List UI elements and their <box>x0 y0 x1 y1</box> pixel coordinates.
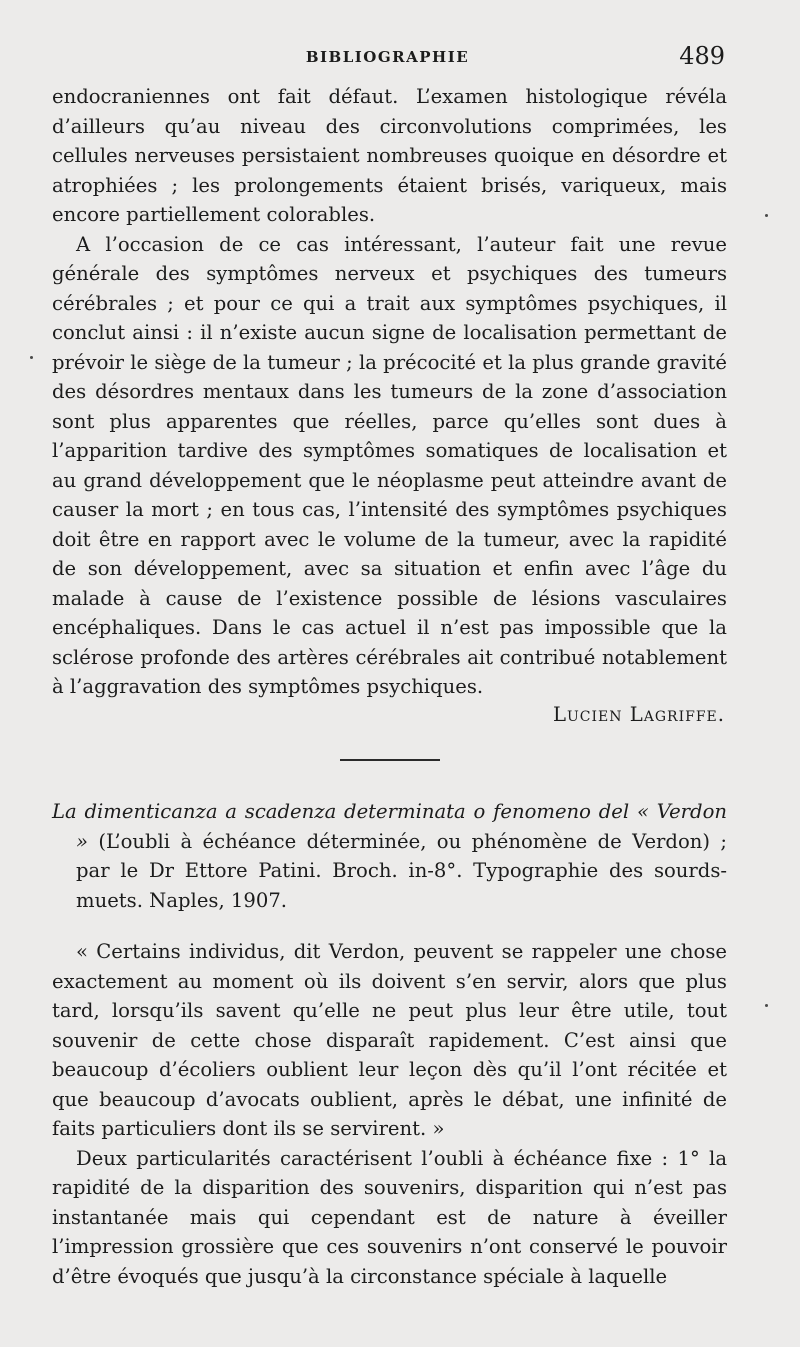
reference-details: (L’oubli à échéance déterminée, ou phénomène de Verdon) ; par le Dr Ettore Patini. Broch. in-8°. Typographie des sourds-muets. Naples, 1907. <box>76 829 727 912</box>
page-header <box>50 42 725 72</box>
speck-mark <box>765 1004 768 1007</box>
section-divider <box>340 759 440 761</box>
paragraph-review: A l’occasion de ce cas intéressant, l’auteur fait une revue générale des symptômes nerveux et psychiques des tumeurs cérébrales ; et pour ce qui a trait aux symptômes psychiques, il conclut ainsi : il n’existe aucun signe de localisation permettant de prévoir le siège de la tumeur ; la précocité et la plus grande gravité des désordres mentaux dans les tumeurs de la zone d’association sont plus apparentes que réelles, parce qu’elles sont dues à l’apparition tardive des symptômes somatiques de localisation et au grand développement que le néoplasme peut atteindre avant de causer la mort ; en tous cas, l’intensité des symptômes psychiques doit être en rapport avec le volume de la tumeur, avec la rapidité de son développement, avec sa situation et enfin avec l’âge du malade à cause de l’existence possible de lésions vasculaires encéphaliques. Dans le cas actuel il n’est pas impossible que la sclérose profonde des artères cérébrales ait contribué notablement à l’aggravation des symptômes psychiques. <box>52 232 727 698</box>
paragraph-quote: « Certains individus, dit Verdon, peuvent se rappeler une chose exactement au moment où ils doivent s’en servir, alors que plus tard, lorsqu’ils savent qu’elle ne peut plus leur être utile, tout souvenir de cette chose disparaît rapidement. C’est ainsi que beaucoup d’écoliers oublient leur leçon dès qu’il l’ont récitée et que beaucoup d’avocats oublient, après le débat, une infinité de faits particuliers dont ils se servirent. » <box>52 940 727 1140</box>
paragraph-particularities: Deux particularités caractérisent l’oubli à échéance fixe : 1° la rapidité de la disparition des souvenirs, disparition qui n’est pas instantanée mais qui cependant est de nature à éveiller l’impression grossière que ces souvenirs n’ont conservé le pouvoir d’être évoqués que jusqu’à la circonstance spéciale à laquelle <box>52 1146 727 1288</box>
page-number: 489 <box>679 42 725 70</box>
bibliographic-reference <box>52 797 727 915</box>
page-body <box>52 82 727 1291</box>
speck-mark <box>765 214 768 217</box>
author-signature: Lucien Lagriffe. <box>552 702 725 726</box>
paragraph-continued: endocraniennes ont fait défaut. L’examen histologique révéla d’ailleurs qu’au niveau des circonvolutions comprimées, les cellules nerveuses persistaient nombreuses quoique en désordre et atrophiées ; les prolongements étaient brisés, variqueux, mais encore partiellement colorables. <box>52 85 727 226</box>
reference-title: La dimenticanza a scadenza determinata o fenomeno del « Verdon » <box>52 800 727 853</box>
speck-mark <box>30 356 33 359</box>
running-title: BIBLIOGRAPHIE <box>305 48 470 66</box>
